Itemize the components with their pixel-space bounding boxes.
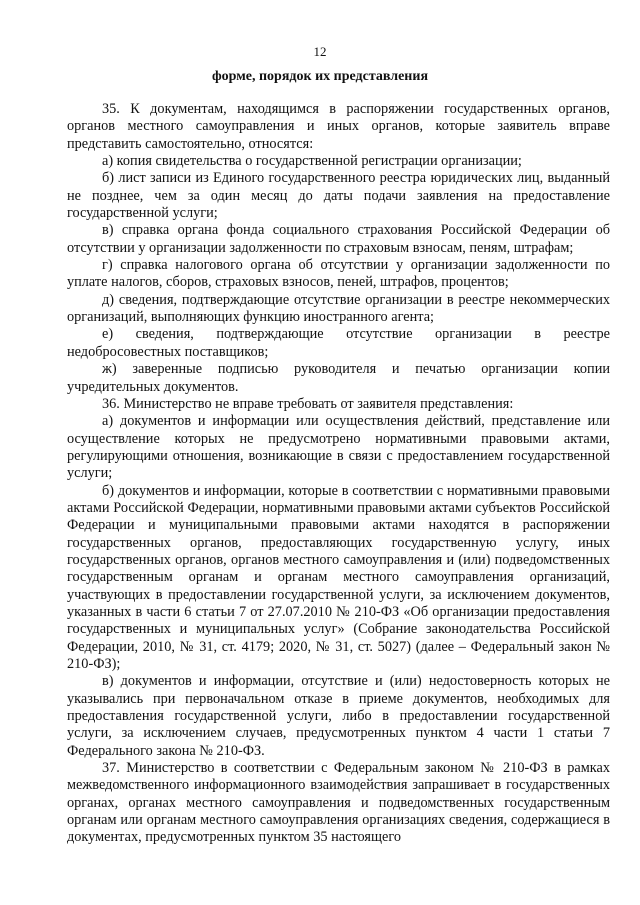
- paragraph-37: 37. Министерство в соответствии с Федеральным законом № 210-ФЗ в рамках межведомственного информационного взаимодействия запрашивает в государственных органах, органах местного самоуправления и подведомственных государственным органам или органам местного самоуправления организациях сведения, содержащиеся в документах, предусмотренных пунктом 35 настоящего: [67, 760, 610, 846]
- document-body: [67, 101, 610, 847]
- item-35-d: д) сведения, подтверждающие отсутствие организации в реестре некоммерческих организаций, выполняющих функцию иностранного агента;: [67, 291, 610, 326]
- item-35-g: г) справка налогового органа об отсутствии у организации задолженности по уплате налогов, сборов, страховых взносов, пеней, штрафов, процентов;: [67, 257, 610, 291]
- item-35-b: б) лист записи из Единого государственного реестра юридических лиц, выданный не позднее, чем за один месяц до даты подачи заявления на предоставление государственной услуги;: [67, 170, 610, 222]
- item-36-b: б) документов и информации, которые в соответствии с нормативными правовыми актами Российской Федерации, нормативными правовыми актами субъектов Российской Федерации и муниципальными правовыми актами находятся в распоряжении государственных органов, предоставляющих государственную услугу, иных государственных органов, органов местного самоуправления и (или) подведомственных государственным органам и органам местного самоуправления организаций, участвующих в предоставлении государственной услуги, за исключением документов, указанных в части 6 статьи 7 от 27.07.2010 № 210-ФЗ «Об организации предоставления государственных и муниципальных услуг» (Собрание законодательства Российской Федерации, 2010, № 31, ст. 4179; 2020, № 31, ст. 5027) (далее – Федеральный закон № 210-ФЗ);: [67, 482, 610, 672]
- item-35-v: в) справка органа фонда социального страхования Российской Федерации об отсутствии у организации задолженности по страховым взносам, пеням, штрафам;: [67, 222, 610, 256]
- item-36-v: в) документов и информации, отсутствие и (или) недостоверность которых не указывались при первоначальном отказе в приеме документов, необходимых для предоставления государственной услуги, либо в предоставлении государственной услуги, за исключением случаев, предусмотренных пунктом 4 части 1 статьи 7 Федерального закона № 210-ФЗ.: [67, 673, 610, 759]
- item-35-e: е) сведения, подтверждающие отсутствие организации в реестре недобросовестных поставщиков;: [67, 326, 610, 360]
- paragraph-36: 36. Министерство не вправе требовать от заявителя представления:: [102, 395, 514, 412]
- item-35-zh: ж) заверенные подписью руководителя и печатью организации копии учредительных документов.: [67, 361, 610, 395]
- item-35-a: а) копия свидетельства о государственной регистрации организации;: [102, 153, 522, 170]
- paragraph-35: 35. К документам, находящимся в распоряжении государственных органов, органов местного самоуправления и иных органов, которые заявитель вправе представить самостоятельно, относятся:: [67, 101, 610, 152]
- page-number: 12: [313, 44, 327, 59]
- section-heading: форме, порядок их представления: [211, 69, 429, 84]
- item-36-a: а) документов и информации или осуществления действий, представление или осуществление которых не предусмотрено нормативными правовыми актами, регулирующими отношения, возникающие в связи с предоставлением государственной услуги;: [67, 413, 610, 482]
